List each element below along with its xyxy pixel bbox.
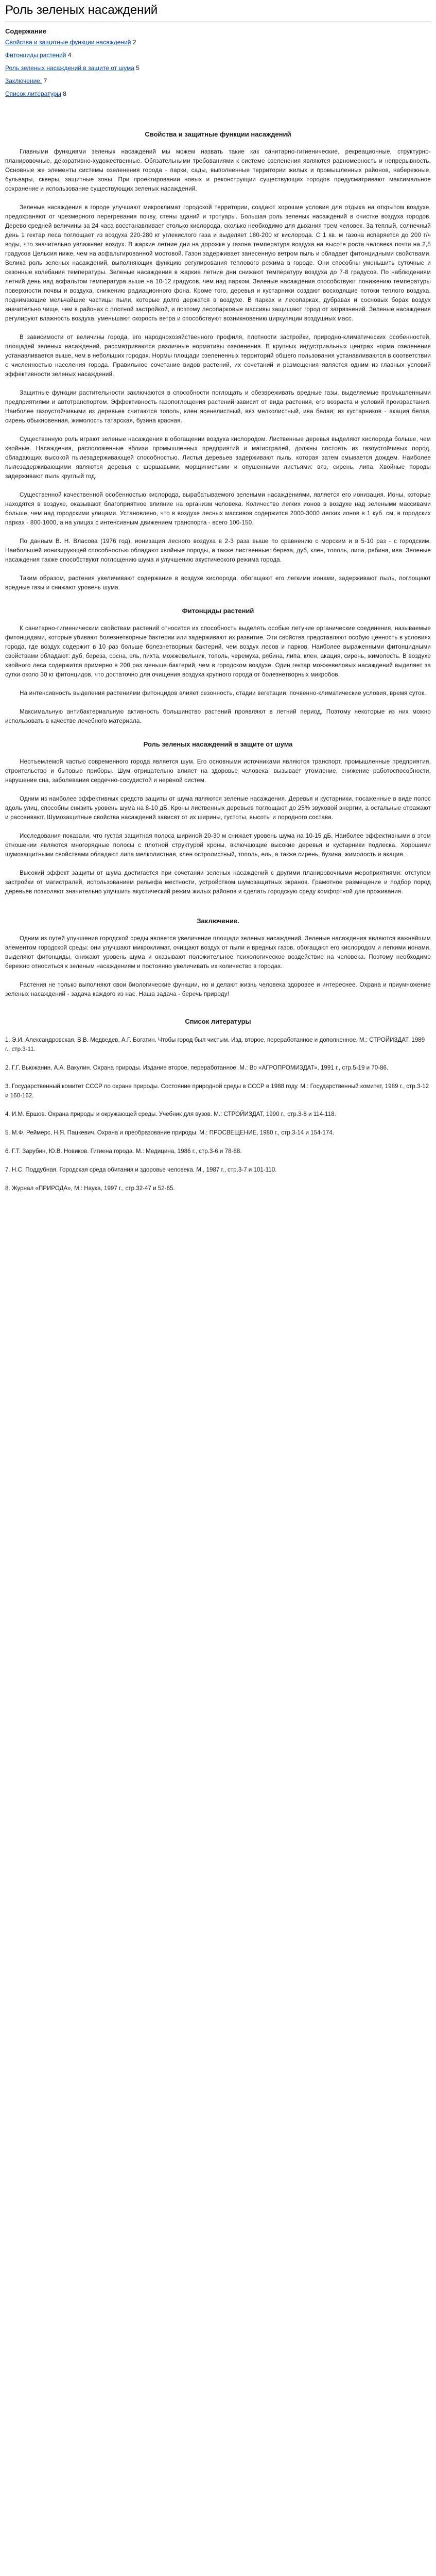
reference-item: 7. Н.С. Поддубная. Городская среда обитания и здоровье человека. М., 1987 г., стр.3-7 и 101-110. [5,1166,277,1173]
paragraph: В зависимости от величины города, его народнохозяйственного профиля, плотности застройки, природно-климатических особенностей, площадей зеленых насаждений, рассматриваются различные нормативы озеленения. В крупных индустриальных центрах норма озеленения устанавливается выше, чем в небольших городах. Нормы площади озелененных территорий общего пользования устанавливаются в соответствии с численностью населения города. Правильное сочетание видов растений, их сочетаний и размещения является одним из главных условий эффективности зеленых насаждений. [5,334,431,378]
toc-page-number: 8 [63,90,66,97]
section-heading: Свойства и защитные функции насаждений [145,130,291,138]
paragraph: Зеленые насаждения в городе улучшают микроклимат городской территории, создают хорошие условия для отдыха на открытом воздухе, предохраняют от чрезмерного перегревания почву, стены зданий и тротуары. Большая роль зеленых насаждений в очистке воздуха городов. Дерево средней величины за 24 часа восстанавливает столько кислорода, сколько необходимо для дыхания трем человек. За теплый, солнечный день 1 гектар леса поглощает из воздуха 220-280 кг углекислого газа и выделяет 180-200 кг кислорода. С 1 кв. м газона испаряется до 200 г/ч воды, что значительно увлажняет воздух. В жаркие летние дни на дорожке у газона температура воздуха на высоте роста человека почти на 2,5 градусов Цельсия ниже, чем на асфальтированной мостовой. Газон задерживает занесенную ветром пыль и обладает фитонцидными свойствами. Велика роль зеленых насаждений, выполняющих функцию регулирования теплового режима в городе. Они способны уменьшить суточные и сезонные колебания температуры. Зеленые насаждения в жаркие летние дни снижают температуру воздуха до 7-8 градусов. По наблюдениям летний день над асфальтом температура выше на 10-12 градусов, чем над парком. Зеленые насаждения способствуют понижению температуры поверхности почвы и воздуха, снижению радиационного фона. Кроме того, деревья и кустарники создают восходящие потоки теплого воздуха, поднимающие мельчайшие частицы пыли, которые долго держатся в воздухе. В парках и лесопарках, дубравах и сосновых борах воздух значительно чище, чем в районах с плотной застройкой, и поэтому лесопарковые массивы защищают город от загрязнений. Зеленые насаждения регулируют влажность воздуха, уменьшают скорость ветра и способствуют возникновению циркуляции воздушных масс. [5,204,431,322]
section-noise [5,740,431,896]
toc-item [5,90,431,99]
table-of-contents [5,39,431,99]
section-properties [5,130,431,592]
section-heading: Заключение. [197,917,239,925]
toc-item [5,77,431,87]
paragraph: Таким образом, растения увеличивают содержание в воздухе кислорода, обогащают его легкими ионами, задерживают пыль, поглощают вредные газы и снижают уровень шума. [5,575,431,591]
paragraph: Максимальную антибактериальную активность большинство растений проявляют в летний период. Поэтому некоторые из них можно использовать в качестве лечебного материала. [5,708,431,724]
paragraph: По данным В. Н. Власова (1976 год), ионизация лесного воздуха в 2-3 раза выше по сравнению с морским и в 5-10 раз - с городским. Наибольшей ионизирующей способностью обладают хвойные породы, а также лиственные: береза, дуб, клен, тополь, липа, рябина, ива. Зеленые насаждения также способствуют поглощению шума и улучшению акустического режима города. [5,538,431,563]
paragraph: Неотъемлемой частью современного города является шум. Его основными источниками являются транспорт, промышленные предприятия, строительство и бытовые приборы. Шум отрицательно влияет на здоровье человека: вызывает утомление, снижение работоспособности, нарушение сна, заболевания сердечно-сосудистой и нервной систем. [5,758,431,784]
toc-page-number: 2 [132,39,136,46]
paragraph: Существенную роль играют зеленые насаждения в обогащении воздуха кислородом. Лиственные деревья выделяют кислорода больше, чем хвойные. Насаждения, расположенные вблизи промышленных предприятий и магистралей, должны состоять из газоустойчивых пород, обладающих высокой пылезадерживающей способностью. Листья деревьев задерживают пыль, которая затем смывается дождем. Наиболее пылезадерживающими являются деревья с шершавыми, морщинистыми и опушенными листьями: вяз, сирень, липа. Хвойные породы задерживают пыль круглый год. [5,436,431,480]
toc-link-conclusion[interactable]: Заключение. [5,77,42,84]
toc-page-number: 5 [136,64,139,72]
toc-page-number: 7 [43,77,47,84]
article-body [5,130,431,999]
toc-item [5,39,431,48]
paragraph: Растения не только выполняют свои биологические функции, но и делают жизнь человека здоровее и интереснее. Охрана и приумножение зеленых насаждений - задача каждого из нас. Наша задача - беречь природу! [5,981,431,997]
toc-page-number: 4 [67,52,72,59]
section-phytoncides [5,607,431,726]
reference-item: 3. Государственный комитет СССР по охране природы. Состояние природной среды в СССР в 1988 году. М.: Государственный комитет, 1989 г., стр.3-12 и 160-162. [5,1083,429,1099]
section-heading: Фитонциды растений [182,607,254,615]
page-title: Роль зеленых насаждений [5,0,431,22]
paragraph: Исследования показали, что густая защитная полоса шириной 20-30 м снижает уровень шума на 10-15 дБ. Наиболее эффективными в этом отношении являются многорядные полосы с плотной структурой кроны, включающие высокие деревья и кустарники подлеска. Хорошими шумозащитными свойствами обладают липа мелколистная, клен остролистный, тополь, ель, а также сирень, бузина, жимолость и акация. [5,833,431,858]
toc-link-noise[interactable]: Роль зеленых насаждений в защите от шума [5,64,134,72]
reference-item: 8. Журнал «ПРИРОДА», М.: Наука, 1997 г., стр.32-47 и 52-65. [5,1185,175,1192]
paragraph: На интенсивность выделения растениями фитонцидов влияет сезонность, стадии вегетации, почвенно-климатические условия, время суток. [20,690,426,697]
toc-heading: Содержание [5,27,47,35]
toc-link-properties[interactable]: Свойства и защитные функции насаждений [5,39,131,46]
toc-item [5,64,431,74]
paragraph: Главными функциями зеленых насаждений мы можем назвать такие как санитарно-гигиенические, рекреационные, структурно-планировочные, декоративно-художественные. Обязательными требованиями к системе озеленения являются равномерность и непрерывность. Основные же элементы системы озеленения города - парки, сады, выполненные территории жилых и промышленных районов, набережные, бульвары, скверы, защитные зоны. При проектировании новых и реконструкции существующих городов предусматривают максимальное сохранение и использование существующих зеленых насаждений. [5,148,431,192]
references-heading: Список литературы [185,1018,251,1025]
reference-item: 4. И.М. Ершов. Охрана природы и окружающей среды. Учебник для вузов. М.: СТРОЙИЗДАТ, 1990 г., стр.3-8 и 114-118. [5,1111,336,1117]
section-heading: Роль зеленых насаждений в защите от шума [143,740,293,748]
reference-item: 2. Г.Г. Вьюжанин, А.А. Вакулин. Охрана природы. Издание второе, переработанное. М.: Во «АГРОПРОМИЗДАТ», 1991 г., стр.5-19 и 70-86. [5,1064,389,1071]
toc-item [5,52,431,61]
paragraph: Высокий эффект защиты от шума достигается при сочетании зеленых насаждений с другими планировочными мероприятиями: отступом застройки от магистралей, использованием рельефа местности, устройством шумозащитных экранов. Грамотное размещение и подбор пород деревьев позволяют значительно улучшить акустический режим жилых районов и сделать городскую среду комфортной для проживания. [5,870,431,895]
paragraph: Одним из наиболее эффективных средств защиты от шума являются зеленые насаждения. Деревья и кустарники, посаженные в виде полос вдоль улиц, способны снизить уровень шума на 8-10 дБ. Кроны лиственных деревьев поглощают до 25% звуковой энергии, а остальные отражают и рассеивают. Шумозащитные свойства насаждений зависят от их ширины, густоты, высоты и породного состава. [5,795,431,821]
references-list [5,1036,431,1193]
paragraph: К санитарно-гигиеническим свойствам растений относится их способность выделять особые летучие органические соединения, называемые фитонцидами, которые убивают болезнетворные бактерии или задерживают их развитие. Эти свойства представляют особую ценность в условиях города, где воздух содержит в 10 раз больше болезнетворных бактерий, чем воздух лесов и парков. Наиболее выраженными фитонцидными свойствами обладают: дуб, береза, сосна, ель, пихта, можжевельник, тополь, черемуха, рябина, липа, клен, акация, сирень, жимолость. В воздухе хвойного леса содержится примерно в 200 раз меньше бактерий, чем в городском воздухе. Один гектар можжевеловых насаждений выделяет за сутки около 30 кг фитонцидов, что достаточно для очищения воздуха крупного города от болезнетворных микробов. [5,625,431,678]
reference-item: 5. М.Ф. Реймерс, Н.Я. Пацкевич. Охрана и преобразование природы. М.: ПРОСВЕЩЕНИЕ, 1980 г., стр.3-14 и 154-174. [5,1129,334,1136]
toc-link-references[interactable]: Список литературы [5,90,61,97]
paragraph: Защитные функции растительности заключаются в способности поглощать и обезвреживать вредные газы, выделяемые промышленными предприятиями и автотранспортом. Эффективность газопоглощения растений зависит от вида растения, его возраста и условий произрастания. Наиболее газоустойчивыми из деревьев считаются тополь, клен ясенелистный, вяз мелколистный, ива белая; из кустарников - акация белая, сирень обыкновенная, жимолость татарская, бузина красная. [5,389,431,424]
paragraph: Одним из путей улучшения городской среды является увеличение площади зеленых насаждений. Зеленые насаждения являются важнейшим элементом городской среды: они улучшают микроклимат, очищают воздух от пыли и вредных газов, обогащают его кислородом и легкими ионами, выделяют фитонциды, снижают уровень шума и оказывают положительное психологическое воздействие на человека. Поэтому необходимо бережно относиться к зеленым насаждениям и постоянно увеличивать их количество в городах. [5,935,431,970]
references-section [5,1018,431,1193]
reference-item: 1. Э.И. Александровская, В.В. Медведев, А.Г. Богатин. Чтобы город был чистым. Изд. второе, переработанное и дополненное. М.: СТРОЙИЗДАТ, 1989 г., стр.3-11. [5,1037,425,1053]
section-conclusion [5,917,431,999]
paragraph: Существенной качественной особенностью кислорода, вырабатываемого зелеными насаждениями, является его ионизация. Ионы, которые находятся в воздухе, оказывают благоприятное влияние на организм человека. Количество легких ионов в воздухе над зелеными массивами больше, чем над городскими улицами. Установлено, что в воздухе лесных массивов содержится 2000-3000 легких ионов в 1 куб. см, в городских парках - 800-1000, а на улицах с интенсивным движением транспорта - всего 100-150. [5,492,431,526]
toc-link-phytoncides[interactable]: Фитонциды растений [5,52,66,59]
reference-item: 6. Г.Т. Зарубин, Ю.В. Новиков. Гигиена города. М.: Медицина, 1986 г., стр.3-6 и 78-88. [5,1148,242,1155]
